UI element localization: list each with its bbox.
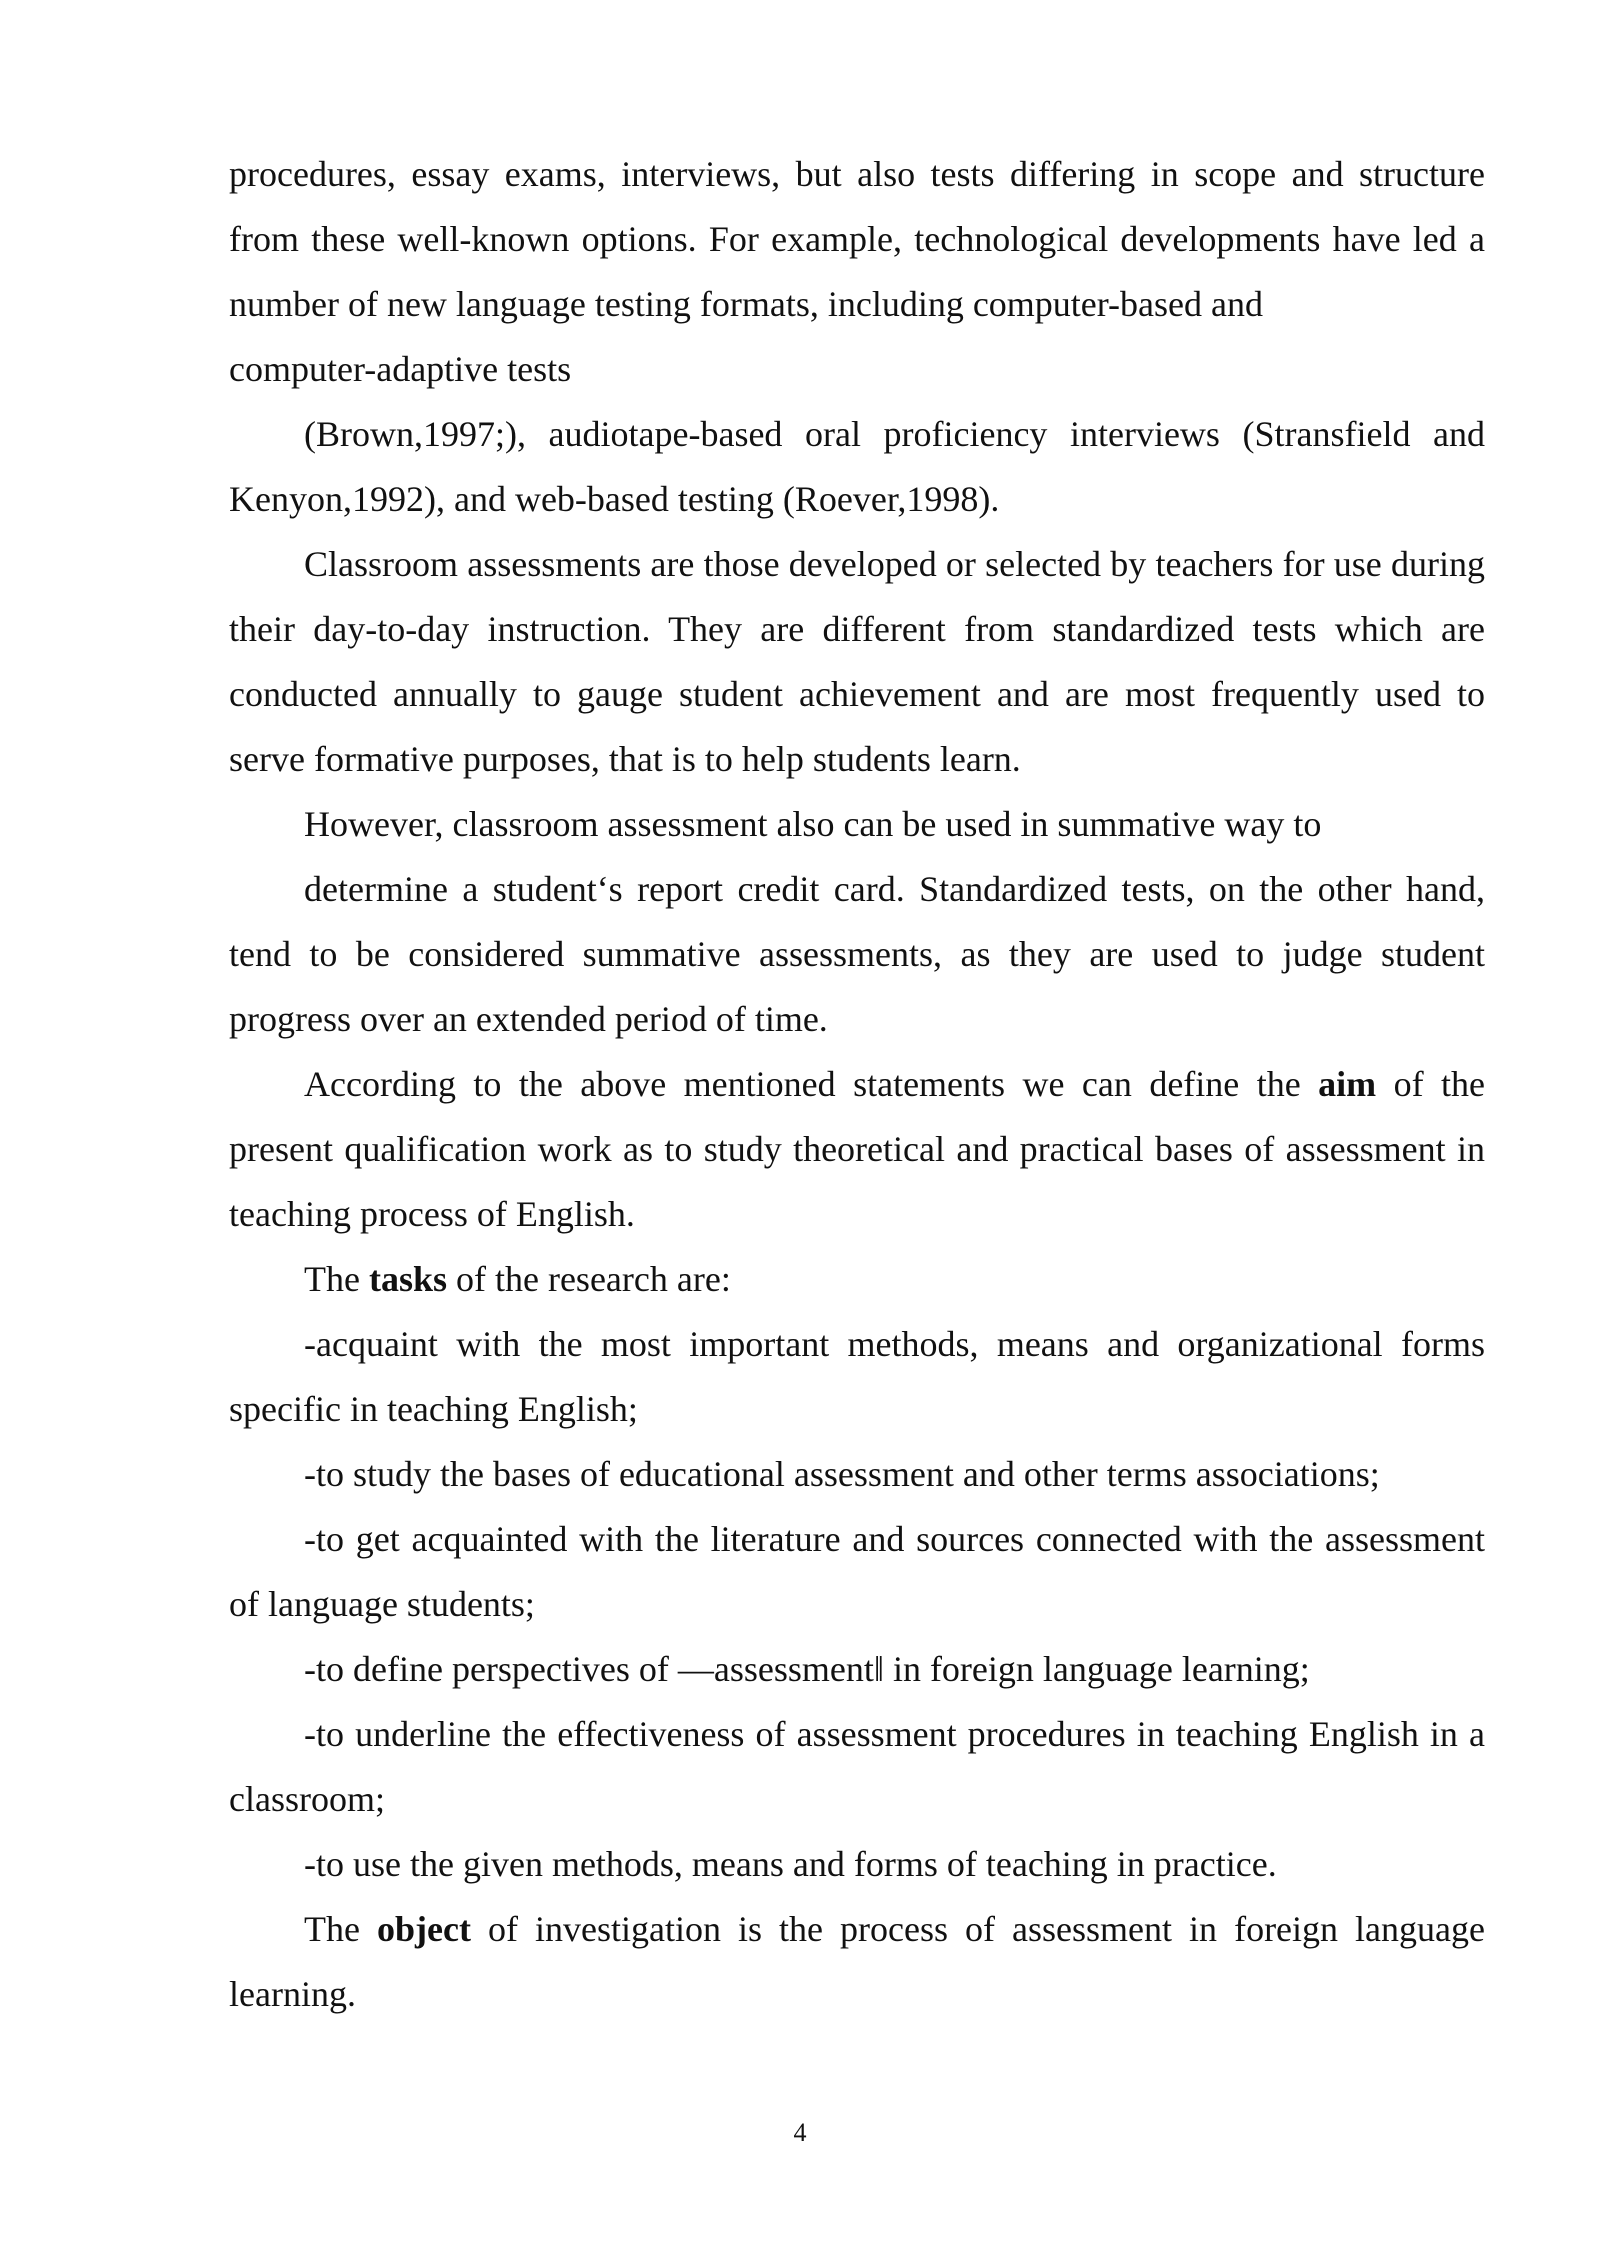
- paragraph-however: However, classroom assessment also can be used in summative way to: [304, 804, 1322, 844]
- paragraph-testing-formats: procedures, essay exams, interviews, but also tests differing in scope and structure from these well-known options. For example, technological developments have led a number of new language testing formats, including computer-based and: [229, 154, 1485, 324]
- task-item-3: -to get acquainted with the literature and sources connected with the assessment of language students;: [229, 1519, 1485, 1624]
- paragraph-testing-formats-end: computer-adaptive tests: [229, 349, 572, 389]
- paragraph-classroom-assessments: Classroom assessments are those developed or selected by teachers for use during their day-to-day instruction. They are different from standardized tests which are conducted annually to gauge student achievement and are most frequently used to serve formative purposes, that is to help students learn.: [229, 544, 1485, 779]
- task-item-6: -to use the given methods, means and forms of teaching in practice.: [304, 1844, 1277, 1884]
- paragraph-object: The object of investigation is the process of assessment in foreign language learning.: [229, 1909, 1485, 2014]
- task-item-1: -acquaint with the most important methods, means and organizational forms specific in teaching English;: [229, 1324, 1485, 1429]
- aim-keyword: aim: [1318, 1064, 1377, 1104]
- task-item-2: -to study the bases of educational assessment and other terms associations;: [304, 1454, 1380, 1494]
- object-keyword: object: [377, 1909, 471, 1949]
- task-item-5: -to underline the effectiveness of assessment procedures in teaching English in a classroom;: [229, 1714, 1485, 1819]
- paragraph-aim: According to the above mentioned statements we can define the aim of the present qualification work as to study theoretical and practical bases of assessment in teaching process of English.: [229, 1064, 1486, 1234]
- paragraph-citations: (Brown,1997;), audiotape-based oral proficiency interviews (Stransfield and Kenyon,1992), and web-based testing (Roever,1998).: [229, 414, 1485, 519]
- body-text: [229, 142, 1485, 2027]
- page-number: 4: [793, 2118, 807, 2147]
- paragraph-tasks-intro: The tasks of the research are:: [304, 1259, 731, 1299]
- paragraph-summative: determine a student‘s report credit card. Standardized tests, on the other hand, tend to be considered summative assessments, as they are used to judge student progress over an extended period of time.: [229, 869, 1485, 1039]
- tasks-keyword: tasks: [368, 1259, 447, 1299]
- task-item-4: -to define perspectives of ―assessment‖ in foreign language learning;: [304, 1649, 1310, 1689]
